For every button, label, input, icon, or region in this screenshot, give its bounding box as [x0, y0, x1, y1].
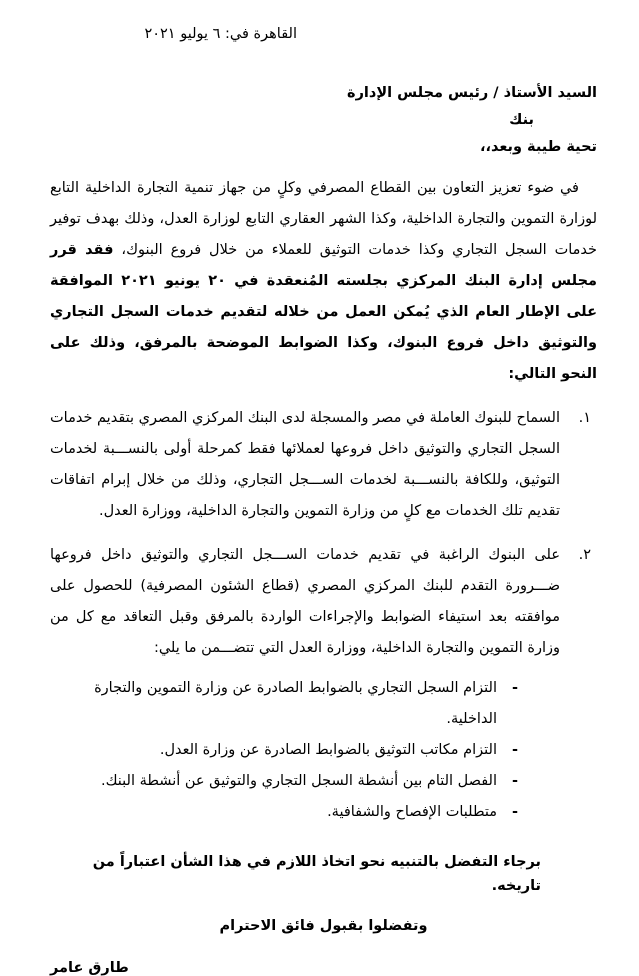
dash-item-text: متطلبات الإفصاح والشفافية. [327, 804, 497, 820]
intro-bold-text: فقد قرر مجلس إدارة البنك المركزي بجلسته المُنعقدة في ٢٠ يونيو ٢٠٢١ الموافقة على الإطار العام الذي يُمكن العمل من خلاله لتقديم خدمات السجل التجاري والتوثيق داخل فروع البنوك، وكذا الضوابط الموضحة بالمرفق، وذلك على النحو التالي: [50, 242, 597, 382]
numbered-item-2 [50, 540, 597, 664]
intro-paragraph [50, 173, 597, 390]
recipient-block [50, 80, 597, 161]
item-1-text: السماح للبنوك العاملة في مصر والمسجلة لدى البنك المركزي المصري بتقديم خدمات السجل التجاري والتوثيق داخل فروعها لعملائها فقط كمرحلة أولى بالنســـبة لخدمات التوثيق، وللكافة بالنســـبة لخدمات الســـجل التجاري، وذلك من خلال إبرام اتفاقات تقديم تلك الخدمات مع كلٍ من وزارة التموين والتجارة الداخلية، ووزارة العدل. [50, 410, 560, 519]
dash-bullet-icon: - [511, 773, 518, 789]
dash-bullet-icon: - [511, 804, 518, 820]
dash-item-text: التزام السجل التجاري بالضوابط الصادرة عن وزارة التموين والتجارة الداخلية. [94, 680, 497, 727]
dash-item-text: التزام مكاتب التوثيق بالضوابط الصادرة عن وزارة العدل. [159, 742, 497, 758]
recipient-title: السيد الأستاذ / رئيس مجلس الإدارة [347, 85, 597, 101]
dash-item [50, 766, 597, 797]
dash-bullet-icon: - [511, 742, 518, 758]
recipient-bank: بنك [509, 112, 534, 128]
item-2-text: على البنوك الراغبة في تقديم خدمات الســـجل التجاري والتوثيق داخل فروعها ضـــرورة التقدم للبنك المركزي المصري (قطاع الشئون المصرفية) للحصول على موافقته بعد استيفاء الضوابط والإجراءات الواردة بالمرفق وقبل التعاقد مع كل من وزارة التموين والتجارة الداخلية، ووزارة العدل التي تتضـــمن ما يلي: [50, 547, 560, 656]
dash-item-text: الفصل التام بين أنشطة السجل التجاري والتوثيق عن أنشطة البنك. [100, 773, 497, 789]
dash-bullet-icon: - [511, 680, 518, 696]
dash-list [50, 673, 597, 828]
letter-page [0, 26, 639, 976]
intro-regular-text: في ضوء تعزيز التعاون بين القطاع المصرفي وكلٍ من جهاز تنمية التجارة الداخلية التابع لوزارة التموين والتجارة الداخلية، وكذا الشهر العقاري التابع لوزارة العدل، وذلك بهدف توفير خدمات السجل التجاري وكذا خدمات التوثيق للعملاء من خلال فروع البنوك، [50, 180, 598, 258]
item-1-number: ١. [578, 410, 591, 426]
date-line: القاهرة في: ٦ يوليو ٢٠٢١ [144, 26, 297, 42]
dash-item [50, 735, 597, 766]
dash-item [50, 797, 597, 828]
numbered-item-1 [50, 403, 597, 527]
salutation: تحية طيبة وبعد،، [479, 139, 597, 155]
closing-request: برجاء التفضل بالتنبيه نحو اتخاذ اللازم في هذا الشأن اعتباراً من تاريخه. [92, 854, 541, 894]
signature-name: طارق عامر [50, 960, 129, 976]
item-2-number: ٢. [578, 547, 591, 563]
dash-item [50, 673, 597, 735]
closing-salutation: وتفضلوا بقبول فائق الاحترام [219, 918, 428, 934]
